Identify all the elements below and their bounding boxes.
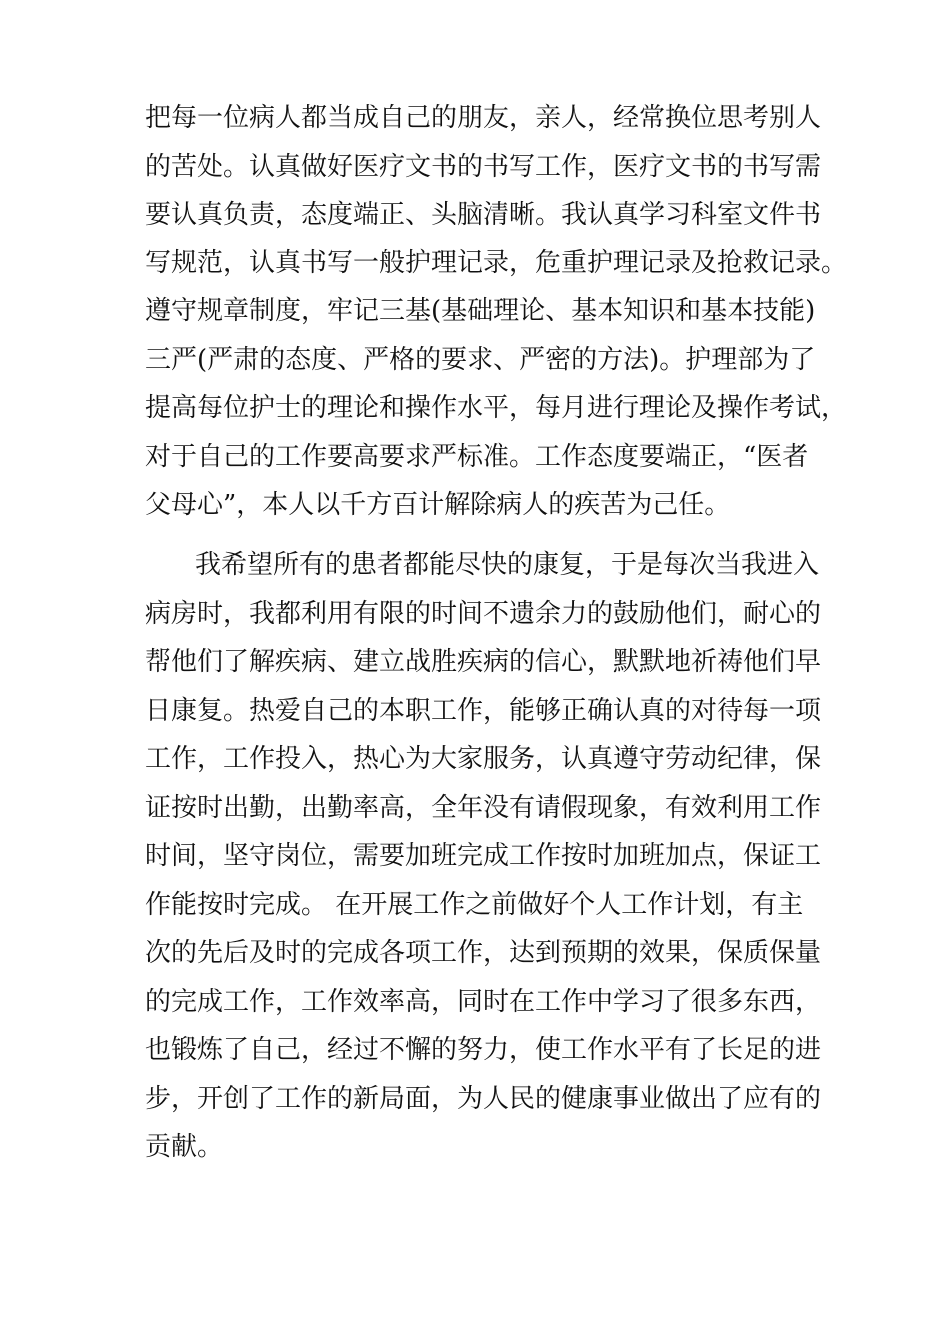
text-line: 证按时出勤，出勤率高，全年没有请假现象，有效利用工作 [145,793,822,823]
text-line: 要认真负责，态度端正、头脑清晰。我认真学习科室文件书 [145,200,822,230]
paragraph-first-line: 我希望所有的患者都能尽快的康复，于是每次当我进入 [195,550,820,580]
text-line: 贡献。 [145,1132,224,1162]
text-line: 父母心”，本人以千方百计解除病人的疾苦为己任。 [145,490,731,520]
text-line: 也锻炼了自己，经过不懈的努力，使工作水平有了长足的进 [145,1035,822,1065]
text-line: 次的先后及时的完成各项工作，达到预期的效果，保质保量 [145,938,822,968]
text-line: 时间，坚守岗位，需要加班完成工作按时加班加点，保证工 [145,841,822,871]
text-line: 帮他们了解疾病、建立战胜疾病的信心，默默地祈祷他们早 [145,647,822,677]
text-line: 工作，工作投入，热心为大家服务，认真遵守劳动纪律，保 [145,744,822,774]
text-line: 三严(严肃的态度、严格的要求、严密的方法)。护理部为了 [145,345,816,375]
text-line: 把每一位病人都当成自己的朋友，亲人，经常换位思考别人 [145,103,822,133]
text-line: 的完成工作，工作效率高，同时在工作中学习了很多东西， [145,987,822,1017]
text-line: 遵守规章制度，牢记三基(基础理论、基本知识和基本技能) [145,296,816,326]
text-line: 作能按时完成。 在开展工作之前做好个人工作计划，有主 [145,890,804,920]
text-line: 对于自己的工作要高要求严标准。工作态度要端正，“医者 [145,442,809,472]
text-line: 提高每位护士的理论和操作水平，每月进行理论及操作考试， [145,393,848,423]
text-line: 写规范，认真书写一般护理记录，危重护理记录及抢救记录。 [145,248,848,278]
text-line: 步，开创了工作的新局面，为人民的健康事业做出了应有的 [145,1084,822,1114]
text-line: 日康复。热爱自己的本职工作，能够正确认真的对待每一项 [145,696,822,726]
text-line: 病房时，我都利用有限的时间不遗余力的鼓励他们，耐心的 [145,599,822,629]
text-line: 的苦处。认真做好医疗文书的书写工作，医疗文书的书写需 [145,152,822,182]
